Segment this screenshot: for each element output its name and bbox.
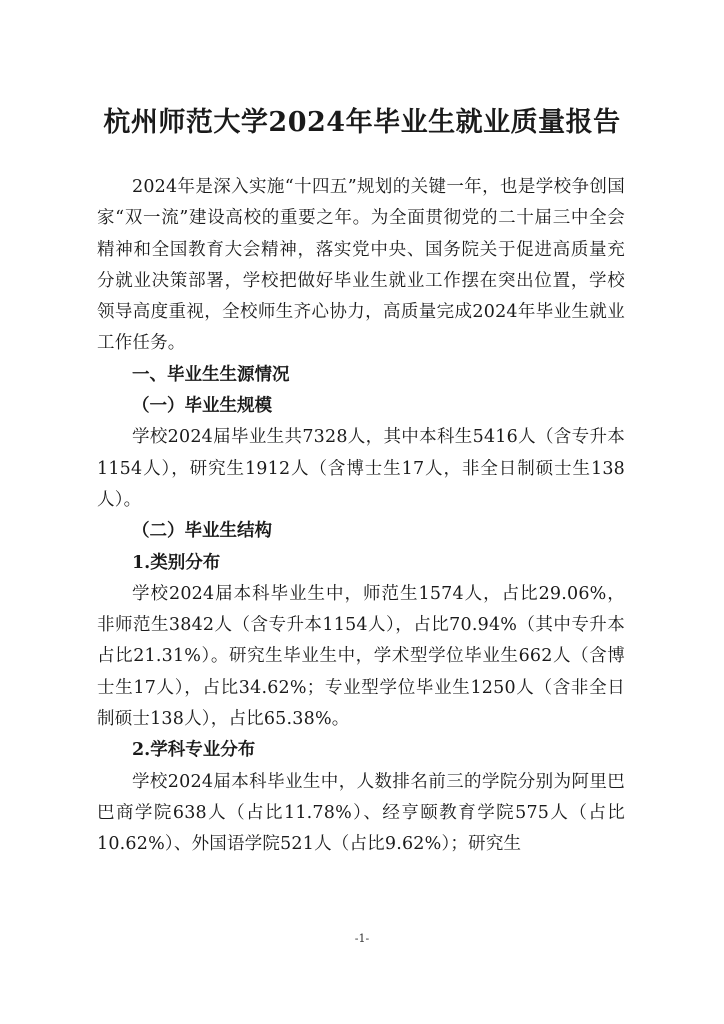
subsection-heading-scale: （一）毕业生规模 [132, 396, 272, 417]
document-body [97, 172, 625, 861]
report-title: 杭州师范大学2024年毕业生就业质量报告 [103, 107, 621, 138]
discipline-paragraph: 学校2024届本科毕业生中，人数排名前三的学院分别为阿里巴巴商学院638人（占比11.78%）、经亨颐教育学院575人（占比10.62%）、外国语学院521人（占比9.62%）；研究生 [97, 771, 625, 855]
scale-paragraph: 学校2024届毕业生共7328人，其中本科生5416人（含专升本1154人），研究生1912人（含博士生17人，非全日制硕士生138人）。 [97, 427, 625, 510]
item-heading-discipline: 2.学科专业分布 [132, 740, 256, 761]
item-heading-category: 1.类别分布 [132, 552, 221, 573]
section-heading-sources: 一、毕业生生源情况 [132, 364, 290, 385]
intro-paragraph: 2024年是深入实施“十四五”规划的关键一年，也是学校争创国家“双一流”建设高校的重要之年。为全面贯彻党的二十届三中全会精神和全国教育大会精神，落实党中央、国务院关于促进高质量充分就业决策部署，学校把做好毕业生就业工作摆在突出位置，学校领导高度重视，全校师生齐心协力，高质量完成2024年毕业生就业工作任务。 [97, 177, 625, 354]
category-paragraph: 学校2024届本科毕业生中，师范生1574人，占比29.06%，非师范生3842人（含专升本1154人），占比70.94%（其中专升本占比21.31%）。研究生毕业生中，学术型学位毕业生662人（含博士生17人），占比34.62%；专业型学位毕业生1250人（含非全日制硕士138人），占比65.38%。 [97, 583, 625, 730]
page-number: -1- [354, 932, 370, 945]
subsection-heading-structure: （二）毕业生结构 [132, 521, 272, 542]
